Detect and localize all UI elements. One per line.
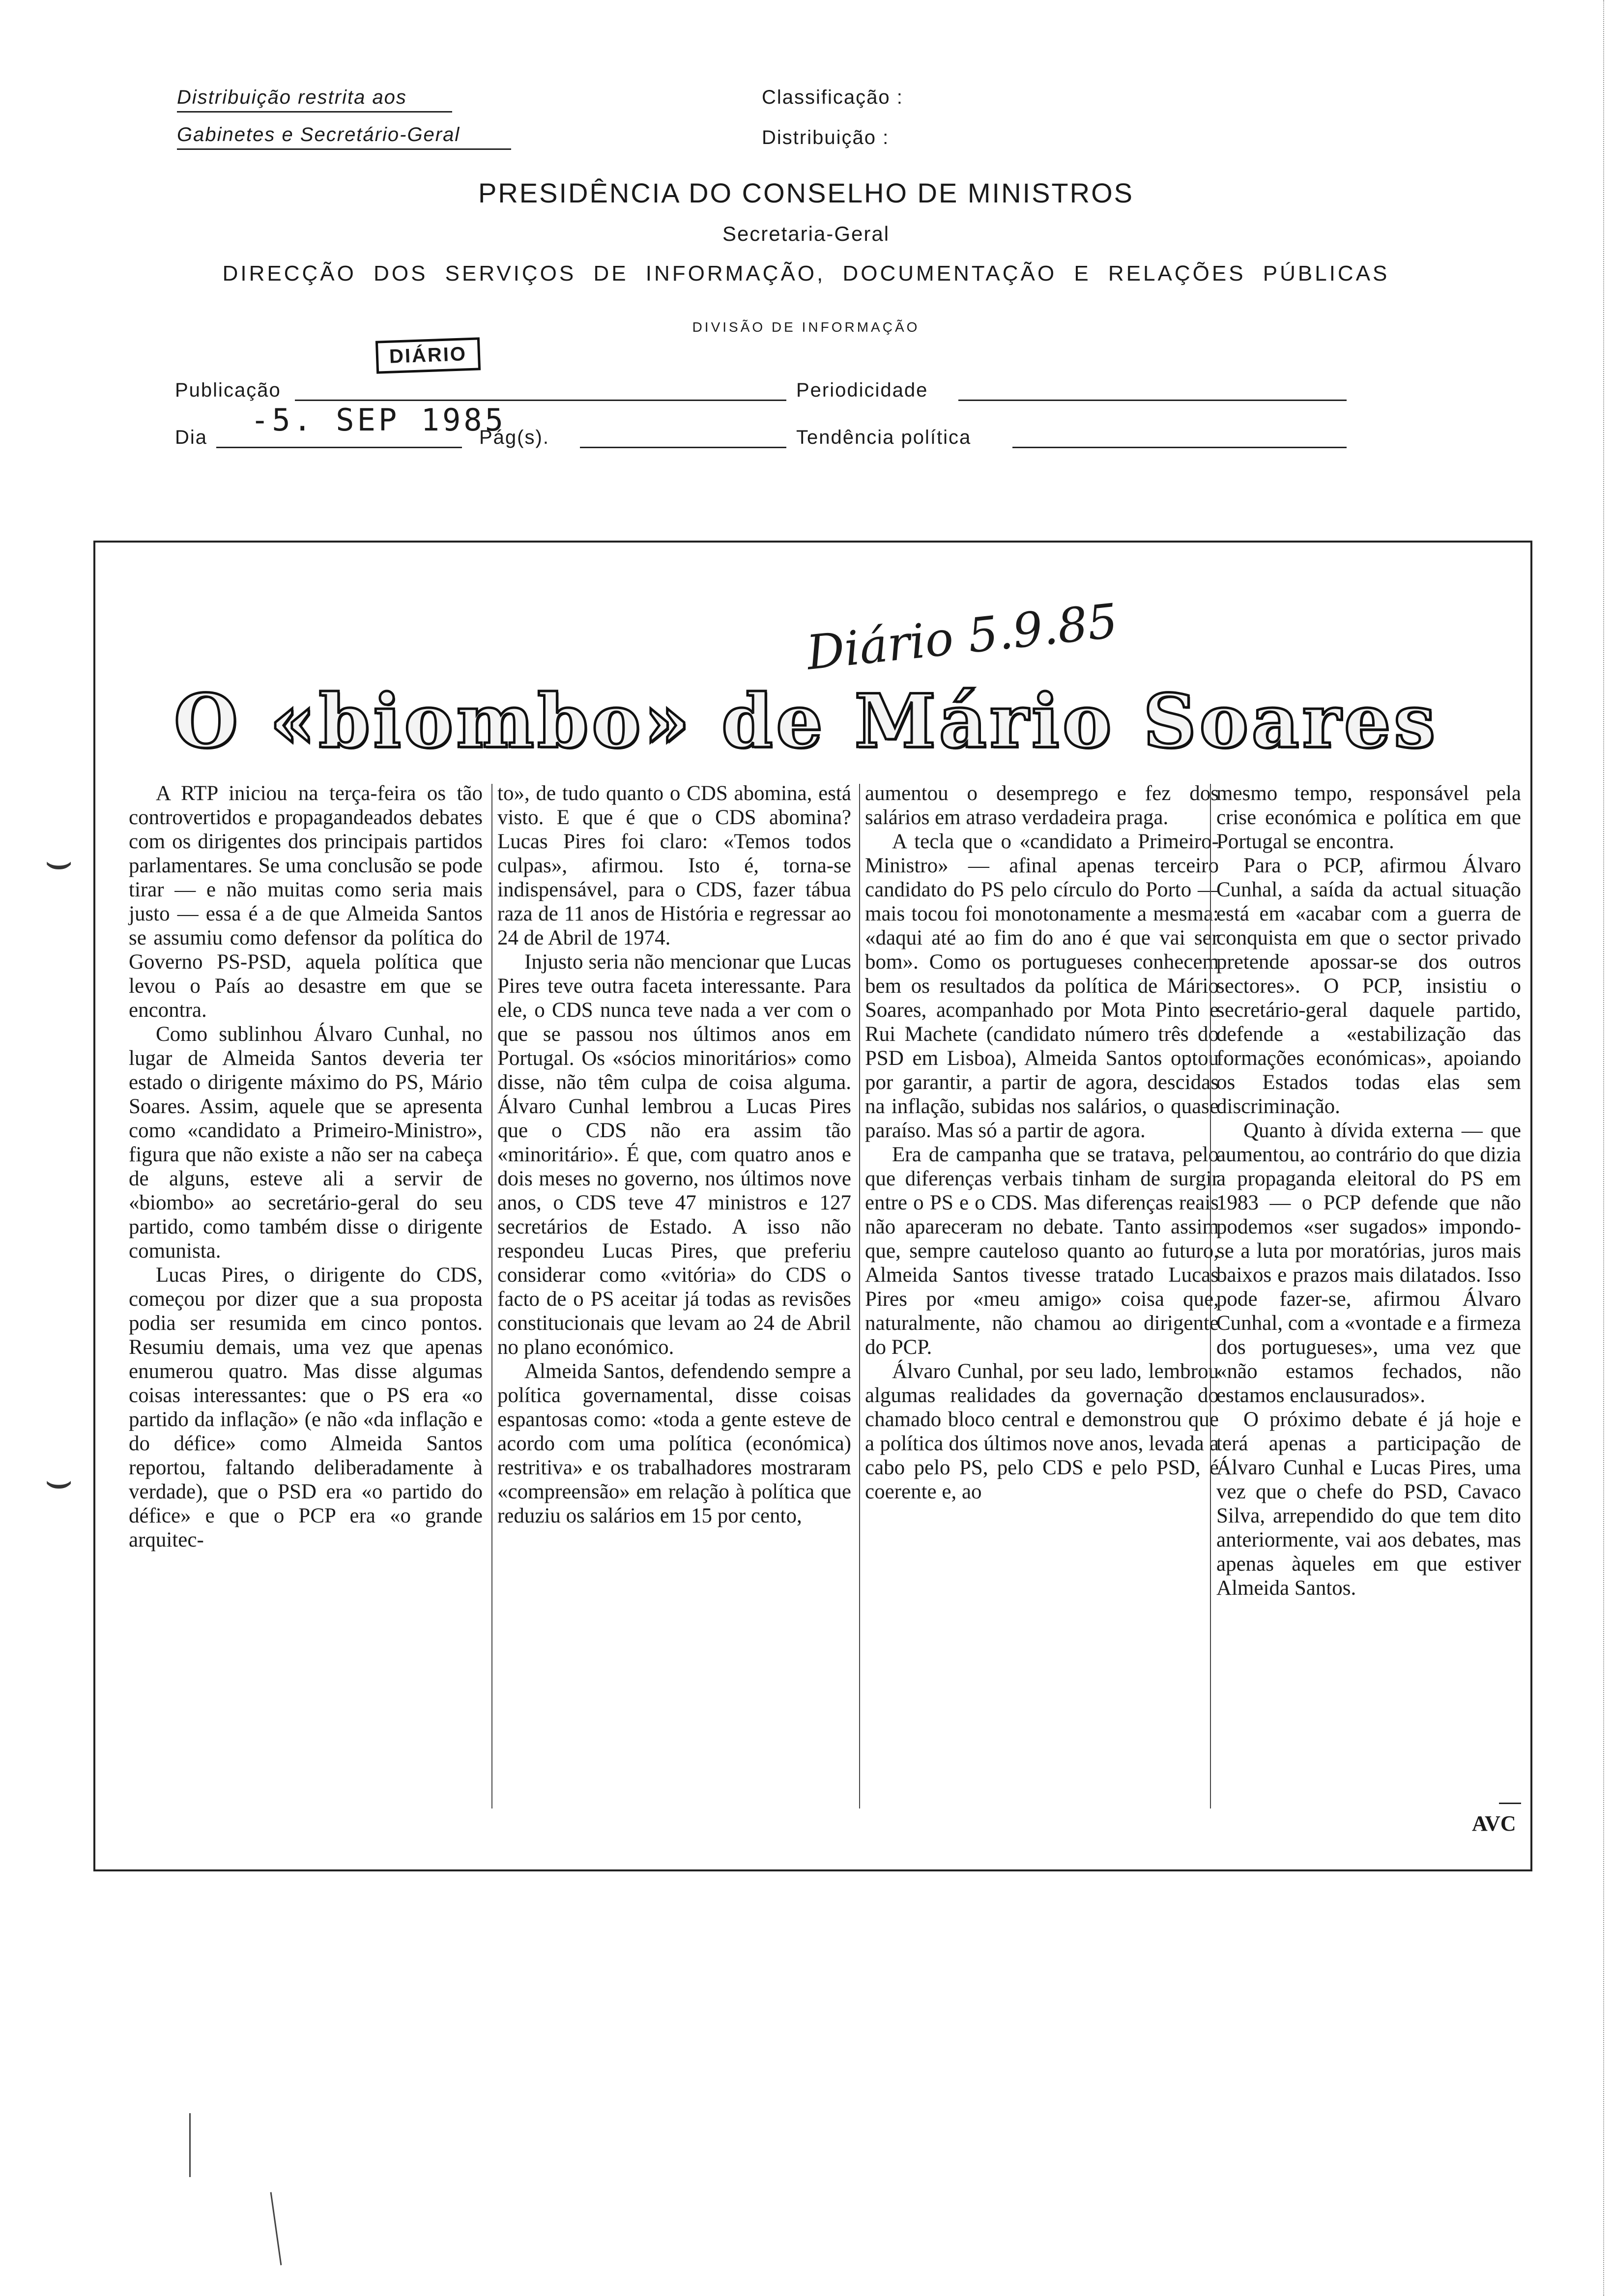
secretaria-subtitle: Secretaria-Geral [722, 222, 890, 245]
pags-label: Pág(s). [479, 427, 549, 448]
margin-mark: ⌣ [44, 1455, 74, 1506]
classificacao-label: Classificação : [762, 86, 903, 108]
margin-mark: ⌣ [44, 835, 74, 887]
article-column-2 [497, 781, 851, 1528]
publicacao-label: Publicação [175, 379, 281, 401]
distribuicao-label: Distribuição : [762, 127, 890, 148]
paragraph: aumentou o desemprego e fez dos salários em atraso verdadeira praga. [865, 782, 1219, 829]
periodicidade-label: Periodicidade [796, 379, 928, 401]
restriction-underline-1 [177, 111, 452, 113]
paragraph: Álvaro Cunhal, por seu lado, lembrou algumas realidades da governação do chamado bloco central e demonstrou que a política dos últimos nove anos, levada a cabo pelo PS, pelo CDS e pelo PSD, é coerente e, ao [865, 1360, 1219, 1503]
presidencia-title: PRESIDÊNCIA DO CONSELHO DE MINISTROS [478, 177, 1134, 208]
paragraph: mesmo tempo, responsável pela crise económica e política em que Portugal se encontra. [1216, 782, 1521, 853]
restriction-line-2: Gabinetes e Secretário-Geral [177, 124, 461, 145]
paragraph: O próximo debate é já hoje e terá apenas a participação de Álvaro Cunhal e Lucas Pires, uma vez que o chefe do PSD, Cavaco Silva, arrependido do que tem dito anteriormente, vai aos debates, mas apenas àqueles em que estiver Almeida Santos. [1216, 1408, 1521, 1600]
article-signature: AVC [1472, 1811, 1516, 1836]
paragraph: Quanto à dívida externa — que aumentou, ao contrário do que dizia a propaganda eleitoral do PS em 1983 — o PCP defende que não podemos «ser sugados» impondo-se a luta por moratórias, juros mais baixos e prazos mais dilatados. Isso pode fazer-se, afirmou Álvaro Cunhal, com a «vontade e a firmeza dos portugueses», uma vez que «não estamos fechados, não estamos enclausurados». [1216, 1119, 1521, 1407]
paragraph: Era de campanha que se tratava, pelo que diferenças verbais tinham de surgir entre o PS e o CDS. Mas diferenças reais não apareceram no debate. Tanto assim que, sempre cauteloso quanto ao futuro, Almeida Santos tivesse tratado Lucas Pires por «meu amigo» coisa que, naturalmente, não chamou ao dirigente do PCP. [865, 1143, 1219, 1359]
column-rule [1210, 784, 1211, 1808]
scan-mark [270, 2192, 282, 2266]
end-rule [1499, 1803, 1521, 1804]
paragraph: Injusto seria não mencionar que Lucas Pires teve outra faceta interessante. Para ele, o CDS nunca teve nada a ver com o que se passou nos últimos anos em Portugal. Os «sócios minoritários» como disse, não têm culpa de coisa alguma. Álvaro Cunhal lembrou a Lucas Pires que o CDS não era assim tão «minoritário». É que, com quatro anos e dois meses no governo, nos últimos nove anos, o CDS teve 47 ministros e 127 secretários de Estado. A isso não respondeu Lucas Pires, que preferiu considerar como «vitória» do CDS o facto de o PS aceitar já todas as revisões constitucionais que levam ao 24 de Abril no plano económico. [497, 950, 851, 1359]
paragraph: Como sublinhou Álvaro Cunhal, no lugar de Almeida Santos deveria ter estado o dirigente máximo do PS, Mário Soares. Assim, aquele que se apresenta como «candidato a Primeiro-Ministro», figura que não existe a não ser na cabeça de alguns, esteve ali a servir de «biombo» ao secretário-geral do seu partido, como também disse o dirigente comunista. [129, 1023, 483, 1263]
restriction-underline-2 [177, 148, 511, 150]
tendencia-line [1012, 446, 1347, 448]
direccao-line: DIRECÇÃO DOS SERVIÇOS DE INFORMAÇÃO, DOCUMENTAÇÃO E RELAÇÕES PÚBLICAS [222, 261, 1390, 286]
article-column-3 [865, 781, 1219, 1504]
scan-edge [1603, 0, 1605, 2296]
paragraph: Almeida Santos, defendendo sempre a política governamental, disse coisas espantosas como: «toda a gente esteve de acordo com uma política (económica) restritiva» e os trabalhadores mostraram «compreensão» em relação à política que reduziu os salários em 15 por cento, [497, 1360, 851, 1527]
publicacao-stamp: DIÁRIO [375, 337, 481, 373]
publicacao-line [295, 399, 786, 401]
handwritten-note: Diário 5.9.85 [804, 593, 1121, 681]
paragraph: Para o PCP, afirmou Álvaro Cunhal, a saída da actual situação está em «acabar com a guerra de conquista em que o sector privado pretende apossar-se dos outros sectores». O PCP, insistiu o secretário-geral daquele partido, defende a «estabilização das formações económicas», apoiando os Estados todas elas sem discriminação. [1216, 854, 1521, 1118]
column-rule [859, 784, 860, 1808]
column-rule [491, 784, 492, 1808]
scan-mark [189, 2113, 191, 2177]
dia-stamp: -5. SEP 1985 [251, 402, 506, 438]
dia-line [216, 446, 462, 448]
paragraph: A tecla que o «candidato a Primeiro-Ministro» — afinal apenas terceiro candidato do PS pelo círculo do Porto — mais tocou foi monotonamente a mesma: «daqui até ao fim do ano é que vai ser bom». Como os portugueses conhecem bem os resultados da política de Mário Soares, acompanhado por Mota Pinto e Rui Machete (candidato número três do PSD em Lisboa), Almeida Santos optou por garantir, a partir de agora, descidas na inflação, subidas nos salários, o quase paraíso. Mas só a partir de agora. [865, 830, 1219, 1142]
article-column-1 [129, 781, 483, 1552]
restriction-line-1: Distribuição restrita aos [177, 86, 407, 108]
paragraph: to», de tudo quanto o CDS abomina, está visto. E que é que o CDS abomina? Lucas Pires foi claro: «Temos todos culpas», afirmou. Isto é, torna-se indispensável, para o CDS, fazer tábua raza de 11 anos de História e regressar ao 24 de Abril de 1974. [497, 782, 851, 949]
paragraph: Lucas Pires, o dirigente do CDS, começou por dizer que a sua proposta podia ser resumida em cinco pontos. Resumiu demais, uma vez que apenas enumerou quatro. Mas disse algumas coisas interessantes: que o PS era «o partido da inflação» (e não «da inflação e do défice» como Almeida Santos reportou, faltando deliberadamente à verdade), que o PSD era «o partido do défice» e que o PCP era «o grande arquitec- [129, 1263, 483, 1551]
article-headline: O «biombo» de Mário Soares [173, 678, 1439, 765]
divisao-line: DIVISÃO DE INFORMAÇÃO [692, 319, 920, 335]
article-column-4 [1216, 781, 1521, 1600]
paragraph: A RTP iniciou na terça-feira os tão controvertidos e propagandeados debates com os dirigentes dos principais partidos parlamentares. Se uma conclusão se pode tirar — e não muitas como seria mais justo — essa é a de que Almeida Santos se assumiu como defensor da política do Governo PS-PSD, aquela política que levou o País ao desastre em que se encontra. [129, 782, 483, 1022]
pags-line [580, 446, 786, 448]
dia-label: Dia [175, 427, 208, 448]
periodicidade-line [958, 399, 1347, 401]
tendencia-label: Tendência política [796, 427, 972, 448]
